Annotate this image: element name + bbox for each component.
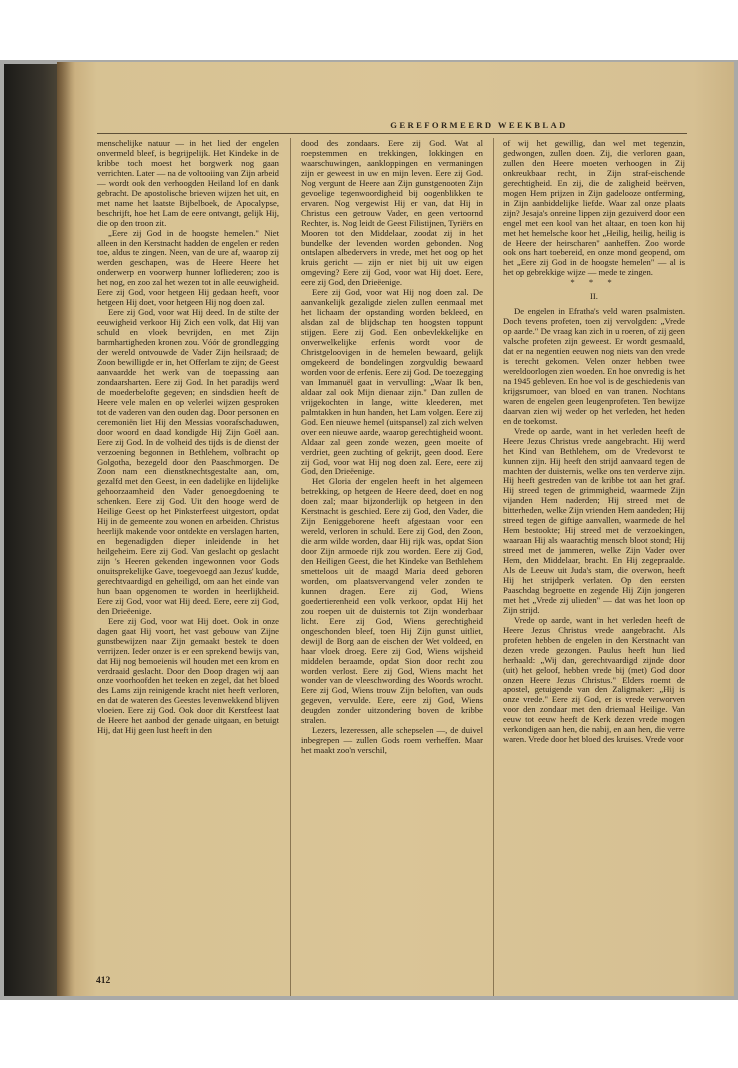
book-spine-shadow <box>4 64 59 996</box>
section-divider-stars: * * * <box>570 277 618 288</box>
running-header: GEREFORMEERD WEEKBLAD <box>390 120 568 130</box>
paragraph: Eere zij God, voor wat Hij nog doen zal. De aanvankelijk gezaligde zielen zullen eenmaal met het lichaam der opstanding worden bekleed, en alsdan zal de blijdschap ten hoogsten toppunt stijgen. Eere zij God. Een onbevlekkelijke en onverwelkelijke erfenis wordt voor de Christgeloovigen in de hemelen bewaard, gelijk omgekeerd de bondelingen zorgvuldig bewaard worden voor de erfenis. Eere zij God. De toezegging van Immanuël gaat in vervulling: „Waar Ik ben, aldaar zal ook Mijn dienaar zijn." Dan zullen de vrijgekochten in lange, witte kleederen, met palmtakken in hun handen, het Lam volgen. Eere zij God. Een nieuwe hemel (uitspansel) zal zich welven over een nieuwe aarde, waarop gerechtigheid woont. Aldaar zal geen zonde wezen, geen moeite of verdriet, geen zuchting of gekrijt, geen dood. Eere zij God, voor wat Hij nog doen zal. Eere, eere zij God, den Drieëenige. <box>301 287 484 477</box>
section-heading: II. <box>590 291 598 302</box>
text-column-2 <box>301 139 483 756</box>
paragraph: Vrede op aarde, want in het verleden heeft de Heere Jezus Christus vrede aangebracht. Als profeten hebben de engelen in den Kerstnacht van dezen vrede gezongen. Paulus heeft hun lied herhaald: „Wij dan, gerechtvaardigd zijnde door (uit) het geloof, hebben vrede bij (met) God door onzen Heere Jezus Christus." Elders roemt de apostel, getuigende van den Zaligmaker: „Hij is onze vrede." Eere zij God, er is vrede verworven voor den zondaar met den driemaal Heilige. Van eeuw tot eeuw heeft de Kerk dezen vrede mogen verkondigen aan hen, die nabij, en aan hen, die verre waren. Vrede door het bloed des kruises. Vrede voor <box>503 614 686 745</box>
paragraph: menschelijke natuur — in het lied der engelen onvermeld bleef, is begrijpelijk. Het Kindeke in de kribbe toch moest het borgwerk nog gaan verrichten. Later — na de voltooiing van Zijn arbeid — wordt ook den verhoogden Heiland lof en dank gebracht. De apostolische brieven wijzen het uit, en met name het laatste Bijbelboek, de Apocalypse, beschrijft, hoe het Lam de eere ontvangt, gelijk Hij, die op den troon zit. <box>97 138 279 228</box>
paragraph: Het Gloria der engelen heeft in het algemeen betrekking, op hetgeen de Heere deed, doet en nog doen zal; maar bijzonderlijk op hetgeen in den Kerstnacht is geschied. Eere zij God, den Vader, die Zijn Eeniggeborene heeft afgestaan voor een wereld, verloren in schuld. Eere zij God, den Zoon, die arm wilde worden, daar Hij rijk was, opdat Sion door Zijn armoede rijk zou worden. Eere zij God, den Heiligen Geest, die het Kindeke van Bethlehem smetteloos uit de maagd Maria deed geboren worden, om plaatsvervangend veler zonden te kunnen dragen. Eere zij God, Wiens goedertierenheid een volk verkoor, opdat Hij het zou roepen uit de duisternis tot Zijn wonderbaar licht. Eere zij God, Wiens gerechtigheid ongeschonden bleef, toen Hij Zijn gunst uitliet, dewijl de Borg aan de eischen der Wet voldeed, en haar vloek droeg. Eere zij God, Wiens wijsheid middelen beraamde, opdat Sion door recht zou worden verlost. Eere zij God, Wiens macht het wonder van de vleeschwording des Woords wrocht. Eere zij God, Wiens trouw Zijn beloften, van ouds gegeven, vervulde. Eere, eere zij God, Wiens deugden zonder uitzondering boven de kribbe stralen. <box>301 476 483 726</box>
paragraph: dood des zondaars. Eere zij God. Wat al roepstemmen en trekkingen, lokkingen en waarschuwingen, aankloppingen en vermaningen zijn er geweest in uw en mijn leven. Eere zij God. Nog vergunt de Heere aan Zijn gunstgenooten Zijn gevoelige tegenwoordigheid bij oogenblikken te ervaren. Nog vergewist Hij er van, dat Hij in Christus een getrouw Vader, en geen vertoornd Rechter, is. Nog leidt de Geest Filistijnen, Tyriërs en Mooren tot den Middelaar, zoodat zij in het bundelke der levenden worden gebonden. Nog ontslapen albedervers in vrede, met het oog op het kruis gericht — zijn er niet bij uit uw eigen omgeving? Eere zij God, voor wat Hij doet. Eere, eere zij God, den Drieëenige. <box>301 138 483 288</box>
paragraph: Eere zij God, voor wat Hij doet. Ook in onze dagen gaat Hij voort, het vast gebouw van Zijne gunstbewijzen naar Zijn gemaakt bestek te doen verrijzen. Ieder onzer is er een sprekend bewijs van, dat Hij nog bemoeienis wil houden met een krom en verdraaid geslacht. Door den Doop dragen wij aan onze voorhoofden het teeken en zegel, dat het bloed des Lams zijn reinigende kracht niet heeft verloren, en dat de wateren des Geestes levenwekkend blijven vloeien. Eere zij God. Ook door dit Kerstfeest laat de Heere het aanbod der genade uitgaan, en betuigt Hij, dat Hij geen lust heeft in den <box>97 615 279 736</box>
paragraph: „Eere zij God in de hoogste hemelen." Niet alleen in den Kerstnacht hadden de engelen er reden toe, aldus te zingen. Neen, van de ure af, waarop zij werden geschapen, was de Heere Heere het onderwerp en voorwerp hunner lofliederen; zoo is het nog, en zoo zal het wezen tot in alle eeuwigheid. Eere zij God, voor hetgeen Hij gedaan heeft, voor hetgeen Hij doet, voor hetgeen Hij nog doen zal. <box>97 227 279 308</box>
paragraph: of wij het gewillig, dan wel met tegenzin, gedwongen, zullen doen. Zij, die verloren gaan, zullen den Heere moeten verhoogen in Zij onkreukbaar recht, in Zijn straf-eischende gerechtigheid. En zij, die de zaligheid beërven, mogen Hem prijzen in Zijn gadelooze ontferming, in Zijn aanbiddelijke liefde. Waar zal onze plaats zijn? Jesaja's onreine lippen zijn gezuiverd door een engel met een kool van het altaar, en toen kon hij met het hemelsche koor het „Heilig, heilig, heilig is de Heere der heirscharen" aanheffen. Zoo worde ook ons hart toebereid, en onze mond geopend, om het „Eere zij God in de hoogste hemelen" — al is het op gebrekkige wijze — mede te zingen. <box>503 138 685 278</box>
page-gutter <box>57 62 75 996</box>
paragraph: De engelen in Efratha's veld waren psalmisten. Doch tevens profeten, toen zij vervolgden: „Vrede op aarde." De vraag kan zich in u roeren, of zij geen valsche profeten zijn geweest. Er wordt gesmaald, dat er na negentien eeuwen nog niets van den vrede is terecht gekomen. Velen onzer hebben twee wereldoorlogen zien woeden. En hoe onvredig is het na 1945 gebleven. En hoe vol is de geschiedenis van krijgsrumoer, van bloed en van tranen. Nochtans waren de engelen geen leugenprofeten. Ten bewijze daarvan zien wij weder op het verleden, het heden en de toekomst. <box>503 306 685 426</box>
paragraph: Lezers, lezeressen, alle schepselen —, de duivel inbegrepen — zullen Gods roem verheffen. Maar het maakt zoo'n verschil, <box>301 725 483 756</box>
page-number: 412 <box>96 976 111 986</box>
newspaper-page <box>57 62 734 996</box>
column-separator <box>290 138 291 996</box>
text-column-3 <box>503 139 685 745</box>
header-rule <box>97 133 687 134</box>
column-separator <box>493 138 494 996</box>
paragraph: Vrede op aarde, want in het verleden heeft de Heere Jezus Christus vrede aangebracht. Hij werd het Kind van Bethlehem, om de Vredevorst te kunnen zijn. Hij heeft den strijd aanvaard tegen de machten der duisternis, welke ons ten verderve zijn. Hij heeft gestreden van de kribbe tot aan het graf. Hij streed tegen de grimmigheid, waarmede Zijn vijanden Hem naderden; Hij streed met de bitterheden, welke Zijn vrienden Hem aandeden; Hij streed tegen de giftige aanvallen, waarmede de hel Hem bestookte; Hij streed met de verzoekingen, waaraan Hij als waarachtig mensch bloot stond; Hij streed met de jammeren, welke Zijn Vader over Hem, den Middelaar, bracht. En Hij zegepraalde. Als de Leeuw uit Juda's stam, die overwon, heeft Hij het strijdperk verlaten. Op den eersten Paaschdag begroette en zegende Hij Zijn jongeren met het „Vrede zij ulieden" — dat was het loon op Zijn strijd. <box>503 425 685 615</box>
paragraph: Eere zij God, voor wat Hij deed. In de stilte der eeuwigheid verkoor Hij Zich een volk, dat Hij van schuld en vloek bevrijden, en met Zijn barmhartigheden kronen zou. Vóór de grondlegging der wereld ontvouwde de Vader Zijn heilsraad; de Zoon bewilligde er in, het Offerlam te zijn; de Geest aanvaardde het werk van de toepassing aan zondaarsharten. Eere zij God. In het paradijs werd de moederbelofte gegeven; en sindsdien heeft de Heere vele malen en op velerlei wijzen gesproken tot de vaderen van den ouden dag. Door personen en ceremoniën liet Hij den Messias voorafschaduwen, door woord en daad kondigde Hij Zijn Goël aan. Eere zij God. In de volheid des tijds is de dienst der verzoening begonnen in Bethlehem, volbracht op Golgotha, bezegeld door den Paaschmorgen. De Zoon nam een dienstknechtsgestalte aan, om, gezalfd met den Geest, in een dadelijke en lijdelijke gehoorzaamheid den Vader genoegdoening te schenken. Eere zij God. Uit den hooge werd de Heilige Geest op het Pinksterfeest uitgestort, opdat Hij in de gemeente zou wonen en arbeiden. Christus heerlijk makende voor ontdekte en verslagen harten, en begenadigden dieper inleidende in het heilgeheim. Eere zij God. Van geslacht op geslacht zijn 's Heeren gekenden ingewonnen voor Gods onuitsprekelijke Gave, toegevoegd aan Jezus' kudde, gerechtvaardigd en geheiligd, om aan het einde van hun baan opgenomen te worden in heerlijkheid. Eere zij God, voor wat Hij deed. Eere, eere zij God, den Drieëenige. <box>97 307 279 616</box>
text-column-1 <box>97 139 279 736</box>
